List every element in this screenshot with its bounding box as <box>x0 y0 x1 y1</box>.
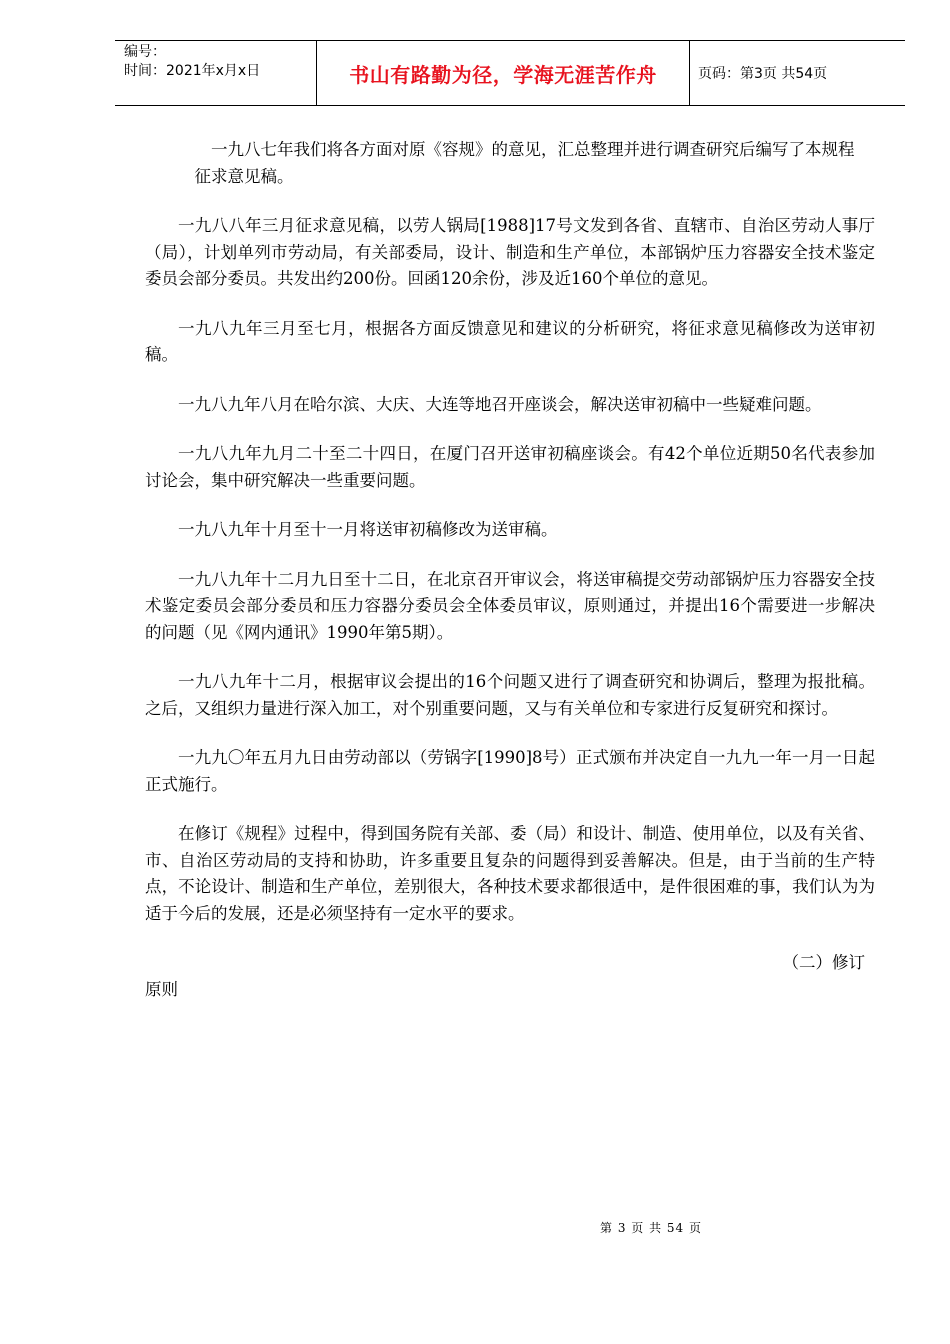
section-heading-continuation: 原则 <box>145 979 178 999</box>
body-paragraph: 一九八九年十二月九日至十二日，在北京召开审议会，将送审稿提交劳动部锅炉压力容器安全技术鉴定委员会部分委员和压力容器分委员会全体委员审议，原则通过，并提出16个需要进一步解决的问题（见《网内通讯》1990年第5期）。 <box>145 569 875 642</box>
body-paragraph: 一九九〇年五月九日由劳动部以（劳锅字[1990]8号）正式颁布并决定自一九九一年一月一日起正式施行。 <box>145 748 875 794</box>
header-meta <box>115 41 316 105</box>
section-heading: （二）修订 <box>782 953 865 972</box>
header-page-cell <box>690 41 905 105</box>
document-time-label: 时间：2021年x月x日 <box>124 63 261 79</box>
body-paragraph: 一九八九年十二月，根据审议会提出的16个问题又进行了调查研究和协调后，整理为报批稿。之后，又组织力量进行深入加工，对个别重要问题，又与有关单位和专家进行反复研究和探讨。 <box>145 672 875 718</box>
body-paragraph: 在修订《规程》过程中，得到国务院有关部、委（局）和设计、制造、使用单位，以及有关省、市、自治区劳动局的支持和协助，许多重要且复杂的问题得到妥善解决。但是，由于当前的生产特点，不论设计、制造和生产单位，差别很大，各种技术要求都很适中，是件很困难的事，我们认为为适于今后的发展，还是必须坚持有一定水平的要求。 <box>145 824 875 923</box>
page-header <box>115 40 905 106</box>
header-motto-cell <box>316 41 690 105</box>
header-motto: 书山有路勤为径，学海无涯苦作舟 <box>349 62 657 87</box>
intro-paragraph-continuation: 征求意见稿。 <box>194 166 294 186</box>
body-paragraph: 一九八九年十月至十一月将送审初稿修改为送审稿。 <box>178 520 558 539</box>
intro-paragraph: 一九八七年我们将各方面对原《容规》的意见，汇总整理并进行调查研究后编写了本规程 <box>211 140 855 159</box>
body-paragraph: 一九八九年三月至七月，根据各方面反馈意见和建议的分析研究，将征求意见稿修改为送审初稿。 <box>145 318 875 364</box>
page-footer: 第 3 页 共 54 页 <box>600 1221 702 1235</box>
document-number-label: 编号： <box>124 44 166 60</box>
document-body <box>145 137 875 1003</box>
header-page-info: 页码：第3页 共54页 <box>698 66 828 82</box>
body-paragraph: 一九八八年三月征求意见稿，以劳人锅局[1988]17号文发到各省、直辖市、自治区劳动人事厅（局），计划单列市劳动局，有关部委局，设计、制造和生产单位，本部锅炉压力容器安全技术鉴定委员会部分委员。共发出约200份。回函120余份，涉及近160个单位的意见。 <box>145 216 875 288</box>
body-paragraph: 一九八九年九月二十至二十四日，在厦门召开送审初稿座谈会。有42个单位近期50名代表参加讨论会，集中研究解决一些重要问题。 <box>145 444 875 490</box>
body-paragraph: 一九八九年八月在哈尔滨、大庆、大连等地召开座谈会，解决送审初稿中一些疑难问题。 <box>178 394 822 414</box>
